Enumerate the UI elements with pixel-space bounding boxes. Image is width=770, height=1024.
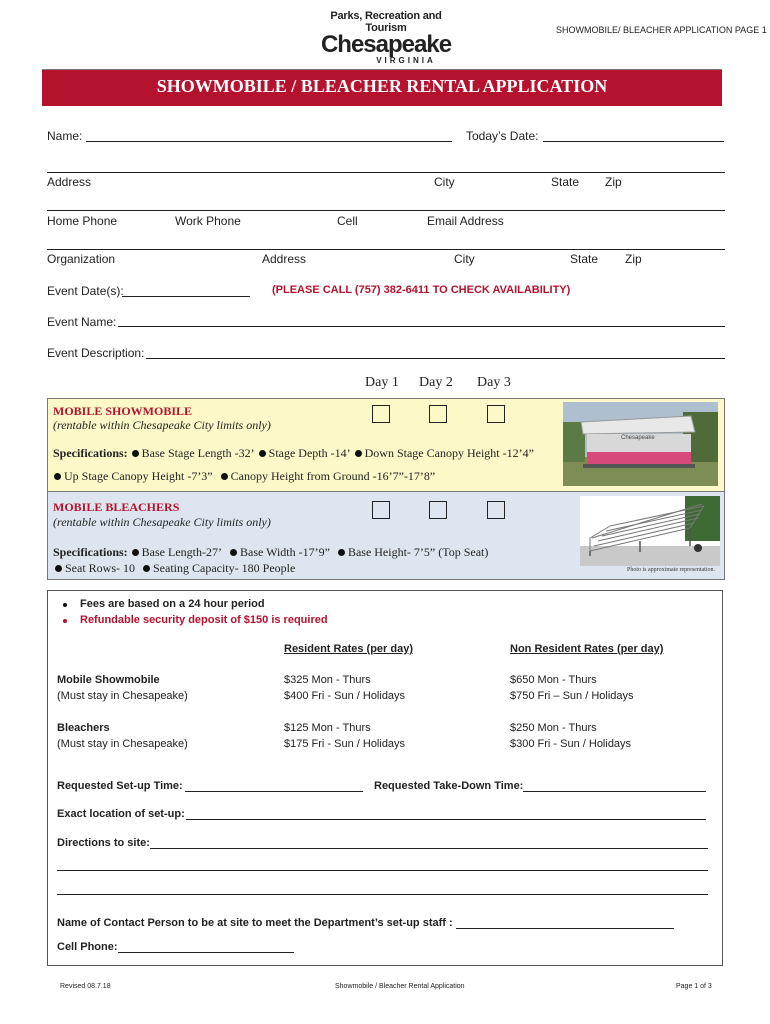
showmobile-non-weekend: $750 Fri – Sun / Holidays <box>510 690 634 702</box>
showmobile-specs-line2 <box>50 469 435 484</box>
photo-note: Photo is approximate representation. <box>627 567 715 573</box>
bullet-icon <box>63 603 67 607</box>
day2-label: Day 2 <box>419 375 453 390</box>
bleachers-spec2: Base Width -17’9” <box>239 545 330 559</box>
logo-line1: Parks, Recreation and Tourism <box>330 10 442 34</box>
directions-line-3[interactable] <box>57 894 708 895</box>
bleachers-res-weekday: $125 Mon - Thurs <box>284 722 371 734</box>
bleachers-specs-line1 <box>53 545 488 560</box>
todays-date-label: Today’s Date: <box>466 129 539 143</box>
bleachers-day1-checkbox[interactable] <box>372 501 390 519</box>
bullet-icon <box>63 619 67 623</box>
cell-label: Cell <box>337 214 358 228</box>
name-field[interactable] <box>86 141 452 142</box>
showmobile-res-weekday: $325 Mon - Thurs <box>284 674 371 686</box>
page-title: SHOWMOBILE / BLEACHER RENTAL APPLICATION <box>156 76 608 96</box>
location-field[interactable] <box>186 819 706 820</box>
bullet-icon <box>132 450 139 457</box>
city-label: City <box>434 175 455 189</box>
bullet-icon <box>143 565 150 572</box>
phone-line[interactable] <box>47 249 725 250</box>
address-field[interactable] <box>47 172 725 173</box>
org-zip-label: Zip <box>625 252 642 266</box>
event-description-field[interactable] <box>146 358 725 359</box>
email-label: Email Address <box>427 214 504 228</box>
showmobile-day3-checkbox[interactable] <box>487 405 505 423</box>
bleachers-non-weekday: $250 Mon - Thurs <box>510 722 597 734</box>
location-label: Exact location of set-up: <box>57 808 185 820</box>
showmobile-spec3: Down Stage Canopy Height -12’4” <box>364 446 534 460</box>
event-name-label: Event Name: <box>47 315 117 329</box>
contact-label: Name of Contact Person to be at site to meet the Department’s set-up staff : <box>57 917 453 929</box>
bleachers-specs-line2 <box>51 561 295 576</box>
fees-bullet1: Fees are based on a 24 hour period <box>80 598 265 610</box>
home-phone-label: Home Phone <box>47 214 118 228</box>
showmobile-specs-line1 <box>53 446 534 461</box>
bleachers-res-weekend: $175 Fri - Sun / Holidays <box>284 738 406 750</box>
footer-revised: Revised 08.7.18 <box>60 983 111 990</box>
bleachers-rate-note: (Must stay in Chesapeake) <box>57 738 188 750</box>
nonresident-rates-header: Non Resident Rates (per day) <box>510 643 664 655</box>
showmobile-photo-text: Chesapeake <box>621 435 655 441</box>
availability-note: (PLEASE CALL (757) 382-6411 TO CHECK AVAILABILITY) <box>272 284 571 296</box>
name-label: Name: <box>47 129 83 143</box>
bleachers-spec-label: Specifications: <box>53 545 128 559</box>
footer-page: Page 1 of 3 <box>676 983 712 990</box>
showmobile-non-weekday: $650 Mon - Thurs <box>510 674 597 686</box>
bleachers-subtitle: (rentable within Chesapeake City limits only) <box>53 515 271 529</box>
setup-time-field[interactable] <box>185 791 363 792</box>
directions-label: Directions to site: <box>57 837 150 849</box>
event-description-label: Event Description: <box>47 346 145 360</box>
event-dates-field[interactable] <box>122 296 250 297</box>
org-city-label: City <box>454 252 475 266</box>
state-label: State <box>551 175 580 189</box>
takedown-time-label: Requested Take-Down Time: <box>374 780 524 792</box>
organization-label: Organization <box>47 252 116 266</box>
bullet-icon <box>54 473 61 480</box>
takedown-time-field[interactable] <box>523 791 706 792</box>
logo <box>316 10 456 65</box>
bullet-icon <box>221 473 228 480</box>
org-address-label: Address <box>262 252 307 266</box>
day1-label: Day 1 <box>365 375 399 390</box>
cell-phone-field[interactable] <box>118 952 294 953</box>
event-name-field[interactable] <box>118 326 725 327</box>
bleachers-spec1: Base Length-27’ <box>141 545 222 559</box>
footer-title: Showmobile / Bleacher Rental Application <box>335 983 465 990</box>
cell-phone-label: Cell Phone: <box>57 941 118 953</box>
event-dates-label: Event Date(s): <box>47 284 124 298</box>
todays-date-field[interactable] <box>543 141 724 142</box>
bullet-icon <box>338 549 345 556</box>
logo-line2: Chesapeake <box>320 31 452 58</box>
bullet-icon <box>259 450 266 457</box>
bleachers-rate-name: Bleachers <box>57 722 110 734</box>
work-phone-label: Work Phone <box>175 214 241 228</box>
directions-field[interactable] <box>150 848 708 849</box>
bullet-icon <box>355 450 362 457</box>
showmobile-spec4: Up Stage Canopy Height -7’3” <box>64 469 213 483</box>
address-label: Address <box>47 175 92 189</box>
bleachers-photo <box>580 496 720 566</box>
bleachers-spec5: Seating Capacity- 180 People <box>153 561 296 575</box>
day3-label: Day 3 <box>477 375 511 390</box>
org-state-label: State <box>570 252 599 266</box>
bleachers-spec4: Seat Rows- 10 <box>65 561 135 575</box>
showmobile-spec2: Stage Depth -14’ <box>268 446 351 460</box>
bullet-icon <box>230 549 237 556</box>
showmobile-rate-note: (Must stay in Chesapeake) <box>57 690 188 702</box>
showmobile-day1-checkbox[interactable] <box>372 405 390 423</box>
setup-time-label: Requested Set-up Time: <box>57 780 183 792</box>
showmobile-res-weekend: $400 Fri - Sun / Holidays <box>284 690 406 702</box>
bleachers-non-weekend: $300 Fri - Sun / Holidays <box>510 738 632 750</box>
bullet-icon <box>55 565 62 572</box>
bleachers-day3-checkbox[interactable] <box>487 501 505 519</box>
showmobile-spec5: Canopy Height from Ground -16’7”-17’8” <box>230 469 436 483</box>
directions-line-2[interactable] <box>57 870 708 871</box>
resident-rates-header: Resident Rates (per day) <box>284 643 413 655</box>
page-label: SHOWMOBILE/ BLEACHER APPLICATION PAGE 1 <box>556 25 767 35</box>
showmobile-spec-label: Specifications: <box>53 446 128 460</box>
showmobile-title: MOBILE SHOWMOBILE <box>53 404 193 418</box>
showmobile-photo <box>563 402 718 486</box>
showmobile-subtitle: (rentable within Chesapeake City limits only) <box>53 418 271 432</box>
bullet-icon <box>132 549 139 556</box>
bleachers-day2-checkbox[interactable] <box>429 501 447 519</box>
logo-line3: VIRGINIA <box>376 56 436 65</box>
address-line[interactable] <box>47 210 725 211</box>
showmobile-day2-checkbox[interactable] <box>429 405 447 423</box>
showmobile-spec1: Base Stage Length -32’ <box>141 446 255 460</box>
contact-field[interactable] <box>456 928 674 929</box>
zip-label: Zip <box>605 175 622 189</box>
showmobile-rate-name: Mobile Showmobile <box>57 674 160 686</box>
bleachers-spec3: Base Height- 7’5” (Top Seat) <box>347 545 489 559</box>
fees-bullet2: Refundable security deposit of $150 is required <box>80 614 328 626</box>
bleachers-title: MOBILE BLEACHERS <box>53 500 180 514</box>
